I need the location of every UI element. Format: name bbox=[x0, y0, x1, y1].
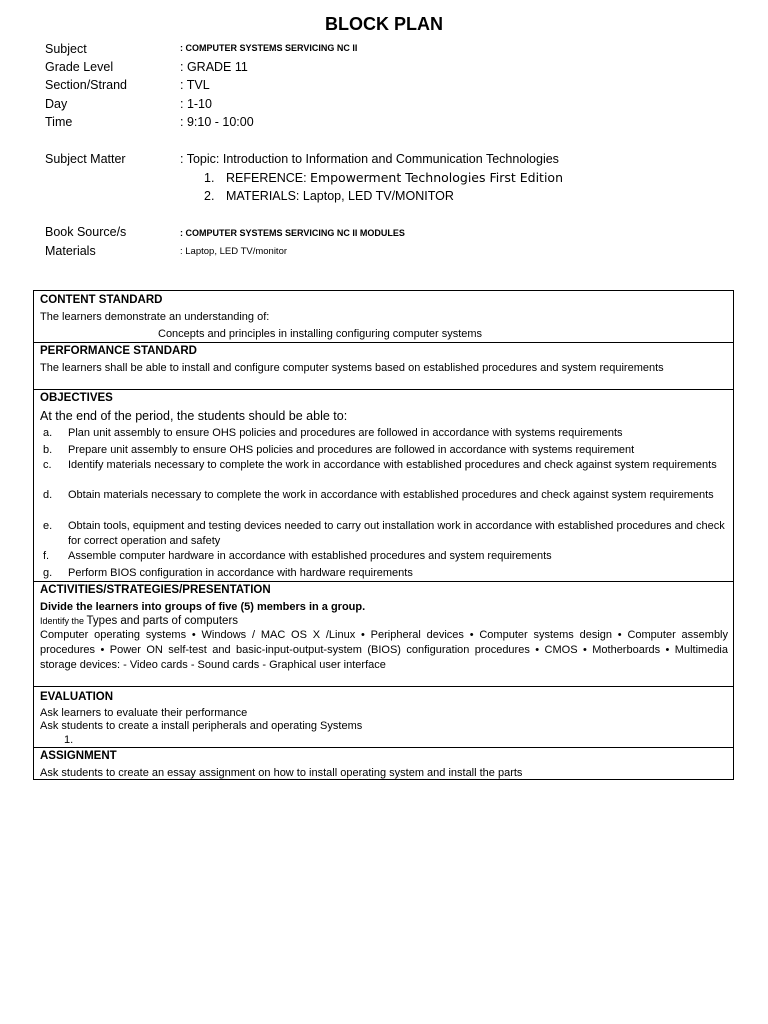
objective-text: Plan unit assembly to ensure OHS policies and procedures are followed in accordance with systems requirements bbox=[68, 427, 623, 439]
reference-label: REFERENCE: bbox=[226, 171, 311, 185]
evaluation-line2: Ask students to create a install peripherals and operating Systems bbox=[40, 720, 363, 732]
content-standard-heading: CONTENT STANDARD bbox=[40, 294, 163, 306]
objective-text: Identify materials necessary to complete the work in accordance with established procedures and check against system requirements bbox=[68, 459, 717, 471]
strand-value: : TVL bbox=[180, 78, 210, 92]
subject-value: : COMPUTER SYSTEMS SERVICING NC II bbox=[180, 43, 358, 53]
objective-letter: g. bbox=[43, 567, 53, 579]
day-value: : 1-10 bbox=[180, 97, 212, 111]
subject-label: Subject bbox=[45, 42, 87, 56]
objectives-intro: At the end of the period, the students should be able to: bbox=[40, 409, 348, 423]
time-label: Time bbox=[45, 115, 73, 129]
grade-label: Grade Level bbox=[45, 60, 114, 74]
objective-text: Obtain tools, equipment and testing devices needed to carry out installation work in accordance with established procedures and check for correct operation and safety bbox=[68, 520, 725, 547]
objective-text: Perform BIOS configuration in accordance with hardware requirements bbox=[68, 567, 413, 579]
book-source-value: : COMPUTER SYSTEMS SERVICING NC II MODULES bbox=[180, 228, 405, 238]
objective-letter: e. bbox=[43, 520, 53, 532]
performance-standard-heading: PERFORMANCE STANDARD bbox=[40, 345, 197, 357]
activities-heading: ACTIVITIES/STRATEGIES/PRESENTATION bbox=[40, 584, 271, 596]
objective-letter: a. bbox=[43, 427, 53, 439]
row-divider bbox=[34, 747, 733, 748]
objective-letter: b. bbox=[43, 444, 53, 456]
materials-number: 2. bbox=[204, 189, 215, 203]
objective-letter: c. bbox=[43, 459, 52, 471]
materials-label: Materials bbox=[45, 244, 96, 258]
evaluation-item1: 1. bbox=[64, 734, 74, 746]
row-divider bbox=[34, 686, 733, 687]
activities-line1: Divide the learners into groups of five (5) members in a group. bbox=[40, 601, 366, 613]
book-source-label: Book Source/s bbox=[45, 225, 127, 239]
subject-matter-label: Subject Matter bbox=[45, 152, 126, 166]
reference-value: Empowerment Technologies First Edition bbox=[310, 170, 564, 185]
performance-standard-text: The learners shall be able to install and configure computer systems based on established procedures and system requirements bbox=[40, 362, 664, 374]
page-title: BLOCK PLAN bbox=[325, 14, 443, 34]
grade-value: : GRADE 11 bbox=[180, 60, 248, 74]
reference-line bbox=[226, 170, 563, 185]
day-label: Day bbox=[45, 97, 68, 111]
lesson-plan-table bbox=[33, 290, 734, 780]
objective-text: Obtain materials necessary to complete the work in accordance with established procedures and check against system requirements bbox=[68, 489, 714, 501]
evaluation-heading: EVALUATION bbox=[40, 691, 114, 703]
assignment-heading: ASSIGNMENT bbox=[40, 750, 117, 762]
objective-letter: f. bbox=[43, 550, 50, 562]
objective-text: Assemble computer hardware in accordance with established procedures and system requirements bbox=[68, 550, 552, 562]
row-divider bbox=[34, 342, 733, 343]
assignment-text: Ask students to create an essay assignment on how to install operating system and install the parts bbox=[40, 767, 523, 779]
activities-body: Computer operating systems • Windows / MAC OS X /Linux • Peripheral devices • Computer systems design • Computer assembly procedures • Power ON self-test and basic-input-output-system (BIOS) configuration procedures • CMOS • Motherboards • Multimedia storage devices: - Video cards - Sound cards - Graphical user interface bbox=[40, 629, 728, 671]
content-standard-line1: The learners demonstrate an understanding of: bbox=[40, 311, 270, 323]
identify-topic: Types and parts of computers bbox=[86, 615, 239, 627]
time-value: : 9:10 - 10:00 bbox=[180, 115, 254, 129]
activities-identify bbox=[40, 614, 238, 628]
row-divider bbox=[34, 581, 733, 582]
subject-matter-value: : Topic: Introduction to Information and Communication Technologies bbox=[180, 152, 559, 166]
identify-prefix: Identify the bbox=[40, 616, 87, 626]
row-divider bbox=[34, 389, 733, 390]
objective-text: Prepare unit assembly to ensure OHS policies and procedures are followed in accordance with systems requirement bbox=[68, 444, 635, 456]
objective-letter: d. bbox=[43, 489, 53, 501]
materials-value: : Laptop, LED TV/monitor bbox=[180, 246, 288, 257]
materials-line: MATERIALS: Laptop, LED TV/MONITOR bbox=[226, 189, 454, 203]
reference-number: 1. bbox=[204, 171, 215, 185]
evaluation-line1: Ask learners to evaluate their performance bbox=[40, 707, 248, 719]
strand-label: Section/Strand bbox=[45, 78, 127, 92]
content-standard-line2: Concepts and principles in installing configuring computer systems bbox=[158, 328, 483, 340]
objectives-heading: OBJECTIVES bbox=[40, 392, 113, 404]
